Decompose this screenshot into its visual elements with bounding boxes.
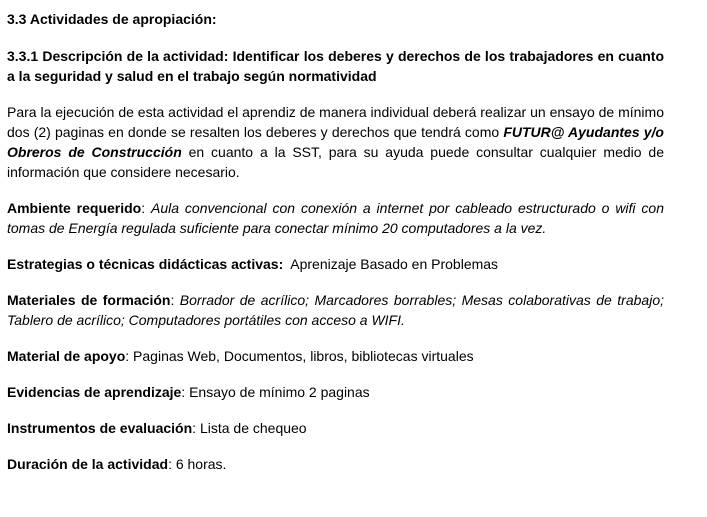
environment-paragraph bbox=[7, 198, 664, 238]
activity-heading bbox=[7, 46, 664, 86]
activity-description-part2: en cuanto a la SST, para su ayuda puede consultar cualquier medio de información que considere necesario. bbox=[7, 144, 664, 180]
support-material-value: : Paginas Web, Documentos, libros, bibliotecas virtuales bbox=[125, 348, 474, 364]
environment-separator: : bbox=[141, 200, 152, 216]
materials-value: Borrador de acrílico; Marcadores borrables; Mesas colaborativas de trabajo; Tablero de acrílico; Computadores portátiles con acceso a WIFI. bbox=[7, 292, 664, 328]
duration-label: Duración de la actividad bbox=[7, 456, 169, 472]
evidence-value: : Ensayo de mínimo 2 paginas bbox=[181, 384, 370, 400]
strategies-value: Aprenizaje Basado en Problemas bbox=[283, 256, 499, 272]
activity-description-emphasis: FUTUR@ Ayudantes y/o Obreros de Construcción bbox=[7, 124, 664, 160]
strategies-paragraph bbox=[7, 254, 664, 274]
activity-description-part1: Para la ejecución de esta actividad el aprendiz de manera individual deberá realizar un ensayo de mínimo dos (2) paginas en donde se resalten los deberes y derechos que tendrá como bbox=[7, 104, 664, 140]
instruments-label: Instrumentos de evaluación bbox=[7, 420, 193, 436]
materials-separator: : bbox=[170, 292, 180, 308]
materials-paragraph bbox=[7, 290, 664, 330]
section-title-text: 3.3 Actividades de apropiación: bbox=[7, 11, 217, 27]
section-title bbox=[7, 9, 664, 29]
instruments-paragraph bbox=[7, 418, 664, 438]
environment-label: Ambiente requerido bbox=[7, 200, 142, 216]
evidence-label: Evidencias de aprendizaje bbox=[7, 384, 182, 400]
evidence-paragraph bbox=[7, 382, 664, 402]
activity-description bbox=[7, 102, 664, 182]
materials-label: Materiales de formación bbox=[7, 292, 171, 308]
activity-heading-text: Identificar los deberes y derechos de los trabajadores en cuanto a la seguridad y salud en el trabajo según normatividad bbox=[7, 48, 664, 84]
duration-paragraph bbox=[7, 454, 664, 474]
support-material-label: Material de apoyo bbox=[7, 348, 126, 364]
environment-value: Aula convencional con conexión a internet por cableado estructurado o wifi con tomas de Energía regulada suficiente para conectar mínimo 20 computadores a la vez. bbox=[7, 200, 664, 236]
support-material-paragraph bbox=[7, 346, 664, 366]
strategies-label: Estrategias o técnicas didácticas activas: bbox=[7, 256, 284, 272]
activity-heading-label: 3.3.1 Descripción de la actividad: bbox=[7, 48, 229, 64]
instruments-value: : Lista de chequeo bbox=[192, 420, 307, 436]
duration-value: : 6 horas. bbox=[168, 456, 227, 472]
